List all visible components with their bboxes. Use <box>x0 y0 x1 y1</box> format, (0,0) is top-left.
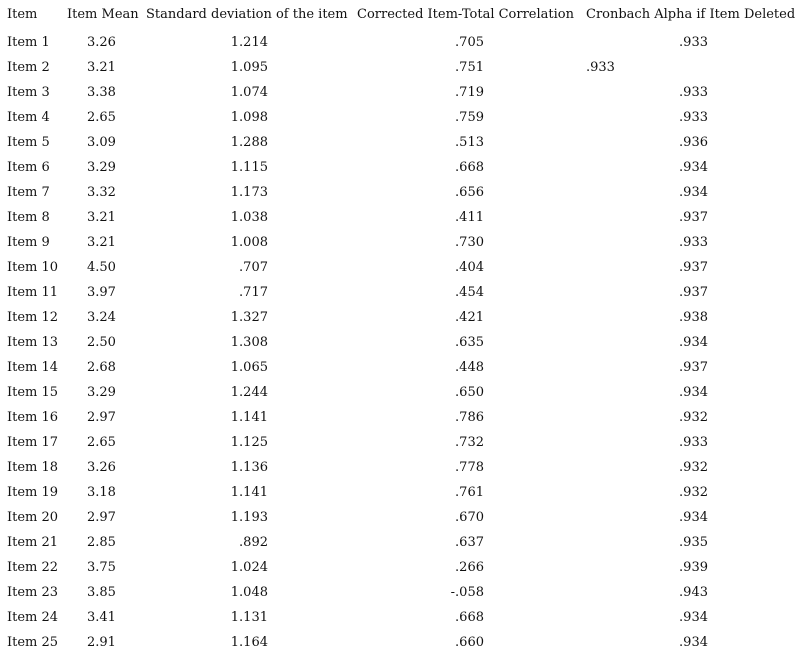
corrected-correlation-cell: .668 <box>455 160 484 175</box>
table-row <box>0 80 806 105</box>
item-cell: Item 11 <box>7 285 59 300</box>
standard-deviation-cell: 1.095 <box>230 60 268 75</box>
standard-deviation-cell: 1.327 <box>230 310 268 325</box>
cronbach-alpha-cell: .934 <box>679 385 708 400</box>
cronbach-alpha-cell: .943 <box>679 585 708 600</box>
item-mean-cell: 2.91 <box>87 635 116 650</box>
cronbach-alpha-cell: .933 <box>679 110 708 125</box>
table-row <box>0 330 806 355</box>
table-row <box>0 605 806 630</box>
cronbach-alpha-cell: .934 <box>679 335 708 350</box>
corrected-correlation-cell: .656 <box>455 185 484 200</box>
standard-deviation-cell: .717 <box>239 285 268 300</box>
item-mean-cell: 3.21 <box>87 210 116 225</box>
item-cell: Item 21 <box>7 535 59 550</box>
item-mean-cell: 3.29 <box>87 385 116 400</box>
standard-deviation-cell: 1.131 <box>230 610 268 625</box>
cronbach-alpha-cell: .933 <box>679 435 708 450</box>
cronbach-alpha-cell: .932 <box>679 485 708 500</box>
table-row <box>0 130 806 155</box>
header-item: Item <box>7 7 38 22</box>
cronbach-alpha-cell: .934 <box>679 610 708 625</box>
item-cell: Item 3 <box>7 85 50 100</box>
item-cell: Item 25 <box>7 635 59 650</box>
table-row <box>0 255 806 280</box>
standard-deviation-cell: 1.164 <box>230 635 268 650</box>
standard-deviation-cell: 1.193 <box>230 510 268 525</box>
table-row <box>0 180 806 205</box>
item-mean-cell: 3.97 <box>87 285 116 300</box>
item-mean-cell: 2.50 <box>87 335 116 350</box>
corrected-correlation-cell: .266 <box>455 560 484 575</box>
corrected-correlation-cell: .660 <box>455 635 484 650</box>
item-mean-cell: 3.26 <box>87 460 116 475</box>
corrected-correlation-cell: .670 <box>455 510 484 525</box>
table-header-row <box>0 0 806 30</box>
standard-deviation-cell: 1.098 <box>230 110 268 125</box>
item-cell: Item 9 <box>7 235 50 250</box>
standard-deviation-cell: 1.115 <box>230 160 268 175</box>
header-corrected-item-total-correlation: Corrected Item-Total Correlation <box>357 7 574 22</box>
corrected-correlation-cell: .730 <box>455 235 484 250</box>
table-row <box>0 105 806 130</box>
item-cell: Item 14 <box>7 360 59 375</box>
item-mean-cell: 3.21 <box>87 235 116 250</box>
item-cell: Item 18 <box>7 460 59 475</box>
corrected-correlation-cell: .411 <box>455 210 484 225</box>
standard-deviation-cell: 1.308 <box>230 335 268 350</box>
standard-deviation-cell: 1.048 <box>230 585 268 600</box>
table-row <box>0 430 806 455</box>
header-cronbach-alpha-if-deleted: Cronbach Alpha if Item Deleted <box>586 7 796 22</box>
corrected-correlation-cell: .404 <box>455 260 484 275</box>
corrected-correlation-cell: .778 <box>455 460 484 475</box>
item-mean-cell: 3.38 <box>87 85 116 100</box>
item-cell: Item 1 <box>7 35 50 50</box>
standard-deviation-cell: 1.074 <box>230 85 268 100</box>
cronbach-alpha-cell: .933 <box>586 60 615 75</box>
item-mean-cell: 4.50 <box>87 260 116 275</box>
item-mean-cell: 3.32 <box>87 185 116 200</box>
standard-deviation-cell: 1.038 <box>230 210 268 225</box>
table-row <box>0 380 806 405</box>
cronbach-alpha-cell: .937 <box>679 260 708 275</box>
table-row <box>0 280 806 305</box>
item-mean-cell: 3.18 <box>87 485 116 500</box>
item-mean-cell: 3.29 <box>87 160 116 175</box>
standard-deviation-cell: 1.173 <box>230 185 268 200</box>
cronbach-alpha-cell: .937 <box>679 210 708 225</box>
item-cell: Item 23 <box>7 585 59 600</box>
item-cell: Item 12 <box>7 310 59 325</box>
table-row <box>0 55 806 80</box>
item-mean-cell: 2.97 <box>87 410 116 425</box>
item-cell: Item 24 <box>7 610 59 625</box>
item-cell: Item 16 <box>7 410 59 425</box>
table-row <box>0 355 806 380</box>
item-mean-cell: 2.97 <box>87 510 116 525</box>
corrected-correlation-cell: .650 <box>455 385 484 400</box>
item-cell: Item 10 <box>7 260 59 275</box>
corrected-correlation-cell: .513 <box>455 135 484 150</box>
item-mean-cell: 2.68 <box>87 360 116 375</box>
cronbach-alpha-cell: .939 <box>679 560 708 575</box>
standard-deviation-cell: 1.024 <box>230 560 268 575</box>
item-cell: Item 5 <box>7 135 50 150</box>
table-row <box>0 530 806 555</box>
cronbach-alpha-cell: .937 <box>679 360 708 375</box>
standard-deviation-cell: 1.065 <box>230 360 268 375</box>
item-cell: Item 6 <box>7 160 50 175</box>
cronbach-alpha-cell: .933 <box>679 35 708 50</box>
corrected-correlation-cell: .759 <box>455 110 484 125</box>
standard-deviation-cell: 1.141 <box>230 410 268 425</box>
cronbach-alpha-cell: .934 <box>679 635 708 650</box>
standard-deviation-cell: 1.008 <box>230 235 268 250</box>
cronbach-alpha-cell: .936 <box>679 135 708 150</box>
cronbach-alpha-cell: .933 <box>679 85 708 100</box>
item-cell: Item 7 <box>7 185 50 200</box>
corrected-correlation-cell: .732 <box>455 435 484 450</box>
cronbach-alpha-cell: .934 <box>679 510 708 525</box>
table-row <box>0 305 806 330</box>
table-body <box>0 30 806 655</box>
table-row <box>0 630 806 655</box>
corrected-correlation-cell: .705 <box>455 35 484 50</box>
item-cell: Item 22 <box>7 560 59 575</box>
item-cell: Item 8 <box>7 210 50 225</box>
cronbach-alpha-cell: .934 <box>679 185 708 200</box>
cronbach-alpha-cell: .932 <box>679 460 708 475</box>
table-row <box>0 505 806 530</box>
header-item-mean: Item Mean <box>67 7 139 22</box>
corrected-correlation-cell: .454 <box>455 285 484 300</box>
item-mean-cell: 3.85 <box>87 585 116 600</box>
cronbach-alpha-cell: .938 <box>679 310 708 325</box>
table-row <box>0 205 806 230</box>
item-cell: Item 15 <box>7 385 59 400</box>
standard-deviation-cell: 1.125 <box>230 435 268 450</box>
corrected-correlation-cell: .668 <box>455 610 484 625</box>
standard-deviation-cell: 1.244 <box>230 385 268 400</box>
corrected-correlation-cell: .637 <box>455 535 484 550</box>
cronbach-alpha-cell: .937 <box>679 285 708 300</box>
table-row <box>0 580 806 605</box>
item-cell: Item 20 <box>7 510 59 525</box>
item-mean-cell: 3.26 <box>87 35 116 50</box>
table-row <box>0 405 806 430</box>
item-mean-cell: 2.85 <box>87 535 116 550</box>
cronbach-alpha-cell: .933 <box>679 235 708 250</box>
corrected-correlation-cell: .761 <box>455 485 484 500</box>
standard-deviation-cell: 1.288 <box>230 135 268 150</box>
table-row <box>0 155 806 180</box>
corrected-correlation-cell: .786 <box>455 410 484 425</box>
cronbach-alpha-cell: .935 <box>679 535 708 550</box>
item-mean-cell: 3.21 <box>87 60 116 75</box>
header-standard-deviation: Standard deviation of the item <box>146 7 348 22</box>
item-mean-cell: 3.75 <box>87 560 116 575</box>
table-row <box>0 555 806 580</box>
item-mean-cell: 2.65 <box>87 110 116 125</box>
table-row <box>0 480 806 505</box>
standard-deviation-cell: 1.136 <box>230 460 268 475</box>
item-mean-cell: 2.65 <box>87 435 116 450</box>
cronbach-alpha-cell: .934 <box>679 160 708 175</box>
item-cell: Item 13 <box>7 335 59 350</box>
corrected-correlation-cell: -.058 <box>450 585 484 600</box>
corrected-correlation-cell: .421 <box>455 310 484 325</box>
table-row <box>0 30 806 55</box>
corrected-correlation-cell: .719 <box>455 85 484 100</box>
corrected-correlation-cell: .751 <box>455 60 484 75</box>
corrected-correlation-cell: .635 <box>455 335 484 350</box>
item-cell: Item 17 <box>7 435 59 450</box>
item-mean-cell: 3.41 <box>87 610 116 625</box>
corrected-correlation-cell: .448 <box>455 360 484 375</box>
item-mean-cell: 3.24 <box>87 310 116 325</box>
standard-deviation-cell: .707 <box>239 260 268 275</box>
table-row <box>0 455 806 480</box>
item-mean-cell: 3.09 <box>87 135 116 150</box>
item-cell: Item 2 <box>7 60 50 75</box>
item-cell: Item 19 <box>7 485 59 500</box>
standard-deviation-cell: .892 <box>239 535 268 550</box>
cronbach-alpha-cell: .932 <box>679 410 708 425</box>
standard-deviation-cell: 1.141 <box>230 485 268 500</box>
standard-deviation-cell: 1.214 <box>230 35 268 50</box>
item-cell: Item 4 <box>7 110 50 125</box>
table-row <box>0 230 806 255</box>
